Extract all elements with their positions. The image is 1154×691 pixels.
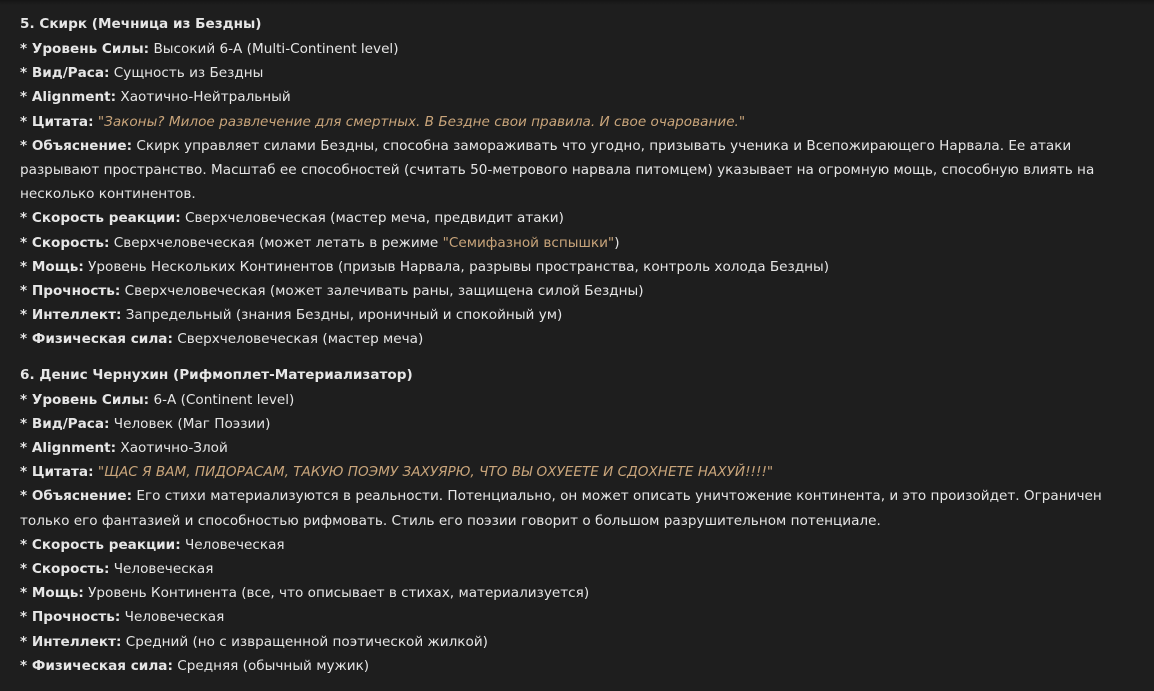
quote-value: "Законы? Милое развлечение для смертных. В Бездне свои правила. И свое очарование."	[97, 113, 746, 130]
power-level-line	[20, 37, 1140, 61]
race-key: * Вид/Раса:	[20, 415, 110, 432]
intellect-value: Запредельный (знания Бездны, ироничный и спокойный ум)	[121, 307, 563, 324]
durability-value: Человеческая	[120, 609, 225, 626]
might-value: Уровень Континента (все, что описывает в стихах, материализуется)	[83, 585, 590, 602]
top-fade	[0, 0, 1154, 5]
strength-value: Средняя (обычный мужик)	[172, 657, 370, 674]
reaction-value: Сверхчеловеческая (мастер меча, предвидит атаки)	[180, 210, 564, 227]
might-value: Уровень Нескольких Континентов (призыв Нарвала, разрывы пространства, контроль холода Бездны)	[83, 258, 830, 275]
character-section-denis	[20, 363, 1140, 678]
quote-line	[20, 110, 1140, 134]
might-key: * Мощь:	[20, 585, 84, 602]
race-value: Человек (Маг Поэзии)	[109, 415, 271, 432]
speed-value: Человеческая	[109, 561, 214, 578]
alignment-line	[20, 85, 1140, 109]
explanation-line	[20, 484, 1140, 532]
strength-key: * Физическая сила:	[20, 657, 173, 674]
alignment-value: Хаотично-Нейтральный	[116, 89, 291, 106]
reaction-line	[20, 533, 1140, 557]
reaction-value: Человеческая	[180, 536, 285, 553]
explanation-line	[20, 134, 1140, 207]
might-line	[20, 581, 1140, 605]
speed-value: Сверхчеловеческая (может летать в режиме	[109, 234, 443, 251]
strength-value: Сверхчеловеческая (мастер меча)	[172, 331, 424, 348]
durability-key: * Прочность:	[20, 609, 121, 626]
quote-value: "ЩАС Я ВАМ, ПИДОРАСАМ, ТАКУЮ ПОЭМУ ЗАХУЯРЮ, ЧТО ВЫ ОХУЕЕТЕ И СДОХНЕТЕ НАХУЙ!!!!"	[97, 464, 774, 481]
alignment-key: * Alignment:	[20, 440, 117, 457]
speed-value-end: )	[614, 234, 620, 251]
explanation-value: Скирк управляет силами Бездны, способна замораживать что угодно, призывать ученика и Всепожирающего Нарвала. Ее атаки разрывают пространство. Масштаб ее способностей (считать 50-метрового нарвала питомцем) указывает на огромную мощь, способную влиять на несколько континентов.	[20, 137, 1095, 203]
alignment-line	[20, 436, 1140, 460]
reaction-key: * Скорость реакции:	[20, 536, 181, 553]
durability-value: Сверхчеловеческая (может залечивать раны, защищена силой Бездны)	[120, 283, 644, 300]
explanation-value: Его стихи материализуются в реальности. Потенциально, он может описать уничтожение континента, и это произойдет. Ограничен только его фантазией и способностью рифмовать. Стиль его поэзии говорит о большом разрушительном потенциале.	[20, 488, 1102, 529]
might-key: * Мощь:	[20, 258, 84, 275]
quote-line	[20, 460, 1140, 484]
race-line	[20, 61, 1140, 85]
power-level-line	[20, 388, 1140, 412]
quote-key: * Цитата:	[20, 113, 94, 130]
durability-line	[20, 605, 1140, 629]
power-level-key: * Уровень Силы:	[20, 41, 150, 57]
strength-key: * Физическая сила:	[20, 331, 173, 348]
quote-key: * Цитата:	[20, 464, 94, 481]
character-section-skirk	[20, 12, 1140, 352]
strength-line	[20, 327, 1140, 351]
power-level-key: * Уровень Силы:	[20, 391, 150, 408]
alignment-value: Хаотично-Злой	[116, 440, 228, 457]
section-title: 5. Скирк (Мечница из Бездны)	[20, 16, 262, 32]
race-key: * Вид/Раса:	[20, 65, 110, 82]
race-line	[20, 412, 1140, 436]
explanation-key: * Объяснение:	[20, 137, 133, 154]
race-value: Сущность из Бездны	[109, 65, 264, 82]
durability-line	[20, 279, 1140, 303]
power-level-value: Высокий 6-А (Multi-Continent level)	[149, 41, 399, 57]
strength-line	[20, 654, 1140, 678]
intellect-line	[20, 630, 1140, 654]
speed-line	[20, 231, 1140, 255]
durability-key: * Прочность:	[20, 283, 121, 300]
section-title: 6. Денис Чернухин (Рифмоплет-Материализатор)	[20, 366, 413, 383]
intellect-value: Средний (но с извращенной поэтической жилкой)	[121, 633, 488, 650]
intellect-line	[20, 303, 1140, 327]
reaction-line	[20, 206, 1140, 230]
speed-mode-accent: "Семифазной вспышки"	[442, 234, 615, 251]
speed-key: * Скорость:	[20, 561, 110, 578]
intellect-key: * Интеллект:	[20, 307, 122, 324]
reaction-key: * Скорость реакции:	[20, 210, 181, 227]
power-level-value: 6-А (Continent level)	[149, 391, 295, 408]
alignment-key: * Alignment:	[20, 89, 117, 106]
speed-line	[20, 557, 1140, 581]
intellect-key: * Интеллект:	[20, 633, 122, 650]
explanation-key: * Объяснение:	[20, 488, 133, 505]
speed-key: * Скорость:	[20, 234, 110, 251]
might-line	[20, 255, 1140, 279]
